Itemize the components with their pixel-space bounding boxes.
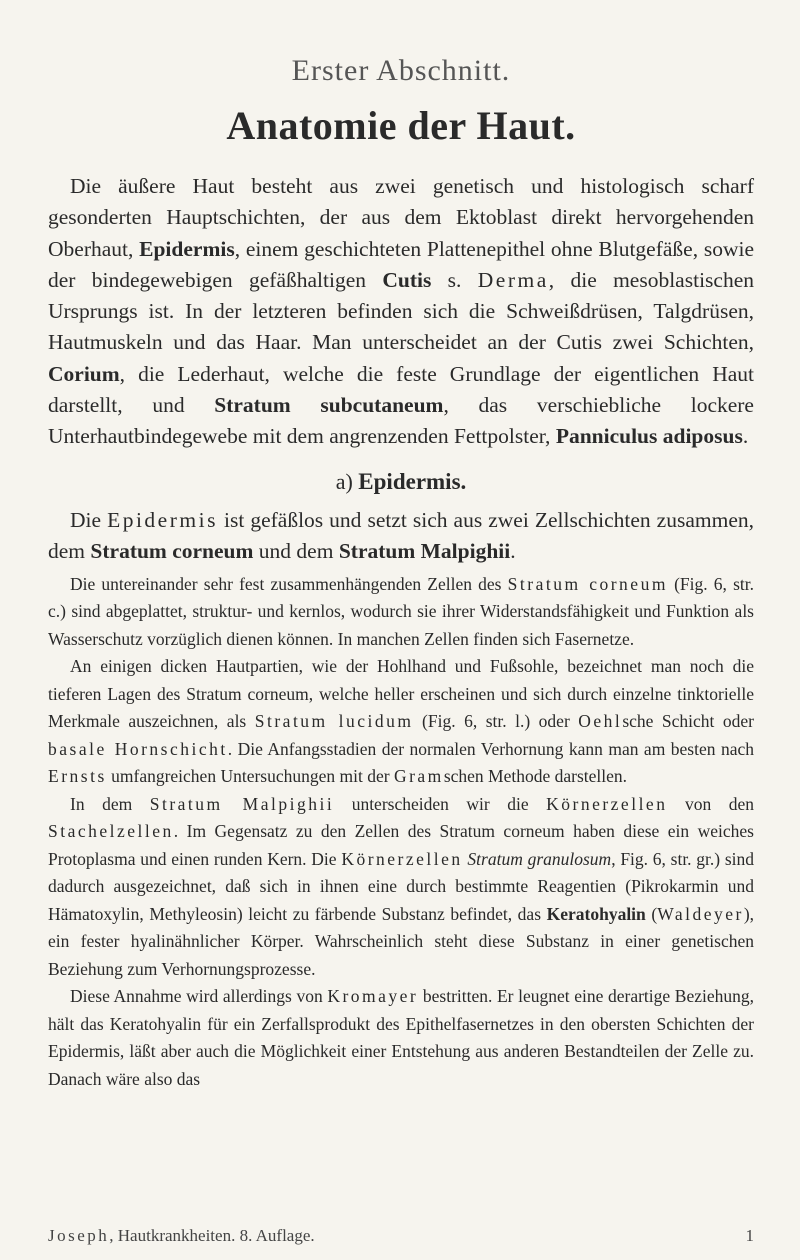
page-number: 1 — [745, 1226, 754, 1245]
paragraph-corneum: Die untereinander sehr fest zusammenhängenden Zellen des Stratum corneum (Fig. 6, str. c.) sind abgeplattet, struktur- und kernlos, wodurch sie ihrer Widerstandsfähigkeit und Funktion als Wasserschutz vorzüglich dienen können. In manchen Zellen finden sich Fasernetze. — [48, 573, 754, 649]
term-epidermis: Epidermis — [139, 236, 235, 261]
term-corium: Corium — [48, 361, 120, 386]
page-footer — [48, 1226, 754, 1246]
footer-book: , Hautkrankheiten. 8. Auflage. — [109, 1226, 315, 1245]
term-cutis: Cutis — [382, 267, 432, 292]
term-panniculus: Panniculus adiposus — [555, 424, 743, 449]
paragraph-malpighii: In dem Stratum Malpighii unterscheiden wir die Körnerzellen von den Stachelzellen. Im Gegensatz zu den Zellen des Stratum corneum haben diese ein weiches Protoplasma und einen runden Kern. Die Körnerzellen Stratum granulosum, Fig. 6, str. gr.) sind dadurch ausgezeichnet, daß sich in ihnen eine durch bestimmte Reagentien (Pikrokarmin und Hämatoxylin, Methyleosin) leicht zu färbende Substanz befindet, das Keratohyalin (Waldeyer), ein fester hyalinähnlicher Körper. Wahrscheinlich steht diese Substanz in einer genetischen Beziehung zum Verhornungsprozesse. — [48, 793, 755, 979]
paragraph-lucidum: An einigen dicken Hautpartien, wie der Hohlhand und Fußsohle, bezeichnet man noch die tieferen Lagen des Stratum corneum, welche heller erscheinen und sich durch einzelne tinktorielle Merkmale auszeichnen, als Stratum lucidum (Fig. 6, str. l.) oder Oehlsche Schicht oder basale Hornschicht. Die Anfangsstadien der normalen Verhornung kann man am besten nach Ernsts umfangreichen Untersuchungen mit der Gramschen Methode darstellen. — [48, 656, 754, 787]
footer-author: Joseph — [48, 1226, 110, 1245]
paragraph-kromayer: Diese Annahme wird allerdings von Kromayer bestritten. Er leugnet eine derartige Beziehung, hält das Keratohyalin für ein Zerfallsprodukt des Epithelfasernetzes in den obersten Schichten der Epidermis, läßt aber auch die Möglichkeit einer Entstehung aus anderen Bestandteilen der Zelle zu. Danach wäre also das — [48, 986, 754, 1089]
intro-paragraph: Die äußere Haut besteht aus zwei genetisch und histologisch scharf gesonderten Hauptschichten, der aus dem Ektoblast direkt hervorgehenden Oberhaut, Epidermis, einem geschichteten Plattenepithel ohne Blutgefäße, sowie der bindegewebigen gefäßhaltigen Cutis s. Derma, die mesoblastischen Ursprungs ist. In der letzteren befinden sich die Schweißdrüsen, Talgdrüsen, Hautmuskeln und das Haar. Man unterscheidet an der Cutis zwei Schichten, Corium, die Lederhaut, welche die feste Grundlage der eigentlichen Haut darstellt, und Stratum subcutaneum, das verschiebliche lockere Unterhautbindegewebe mit dem angrenzenden Fettpolster, Panniculus adiposus. — [48, 174, 754, 449]
term-subcutaneum: Stratum subcutaneum — [214, 393, 444, 418]
subsection-heading: a) Epidermis. — [335, 468, 467, 494]
chapter-title: Anatomie der Haut. — [226, 103, 576, 148]
term-derma: Derma — [477, 267, 549, 292]
section-heading: Erster Abschnitt. — [291, 54, 511, 87]
page — [48, 54, 754, 1093]
lead-paragraph: Die Epidermis ist gefäßlos und setzt sich aus zwei Zellschichten zusammen, dem Stratum corneum und dem Stratum Malpighii. — [48, 507, 755, 563]
